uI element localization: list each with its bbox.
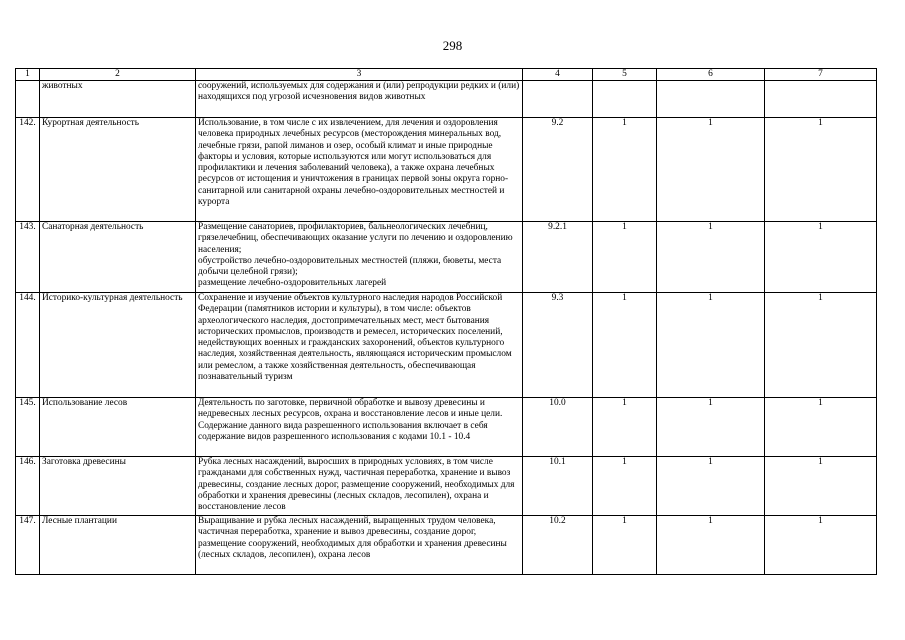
land-use-code: 9.2.1 <box>523 222 593 293</box>
row-number: 147. <box>16 516 40 575</box>
land-use-code: 10.2 <box>523 516 593 575</box>
column-6-value: 1 <box>657 118 765 222</box>
land-use-description: Деятельность по заготовке, первичной обработке и вывозу древесины и недревесных лесных ресурсов, охрана и восстановление лесов и иные цели. Содержание данного вида разрешенного использования включает в себя содержание видов разрешенного использования с кодами 10.1 - 10.4 <box>196 398 523 457</box>
column-6-value: 1 <box>657 516 765 575</box>
table-row <box>16 457 877 516</box>
land-use-code: 9.2 <box>523 118 593 222</box>
header-row <box>16 69 877 81</box>
column-6-value: 1 <box>657 398 765 457</box>
column-header: 6 <box>657 69 765 81</box>
column-7-value: 1 <box>765 457 877 516</box>
column-7-value <box>765 81 877 118</box>
column-7-value: 1 <box>765 398 877 457</box>
land-use-description: Выращивание и рубка лесных насаждений, выращенных трудом человека, частичная переработка, хранение и вывоз древесины, создание дорог, размещение сооружений, необходимых для обработки и хранения древесины (лесных складов, лесопилен), охрана лесов <box>196 516 523 575</box>
row-number: 142. <box>16 118 40 222</box>
table-body <box>16 81 877 575</box>
land-use-description: Рубка лесных насаждений, выросших в природных условиях, в том числе гражданами для собственных нужд, частичная переработка, хранение и вывоз древесины, создание лесных дорог, размещение сооружений, необходимых для обработки и хранения древесины (лесных складов, лесопилен), охрана и восстановление лесов <box>196 457 523 516</box>
column-6-value: 1 <box>657 222 765 293</box>
row-number <box>16 81 40 118</box>
land-use-name: Лесные плантации <box>40 516 196 575</box>
column-header: 7 <box>765 69 877 81</box>
land-use-name: Заготовка древесины <box>40 457 196 516</box>
land-use-description: Размещение санаториев, профилакториев, бальнеологических лечебниц, грязелечебниц, обеспечивающих оказание услуги по лечению и оздоровлению населения; обустройство лечебно-оздоровительных местностей (пляжи, бюветы, места добычи целебной грязи); размещение лечебно-оздоровительных лагерей <box>196 222 523 293</box>
column-header: 4 <box>523 69 593 81</box>
table-row <box>16 222 877 293</box>
table-row <box>16 81 877 118</box>
column-5-value: 1 <box>593 516 657 575</box>
column-7-value: 1 <box>765 118 877 222</box>
land-use-description: Сохранение и изучение объектов культурного наследия народов Российской Федерации (памятников истории и культуры), в том числе: объектов археологического наследия, достопримечательных мест, мест бытования исторических промыслов, производств и ремесел, исторических поселений, недействующих военных и гражданских захоронений, объектов культурного наследия, хозяйственная деятельность, являющаяся историческим промыслом или ремеслом, а также хозяйственная деятельность, обеспечивающая познавательный туризм <box>196 293 523 398</box>
column-header: 3 <box>196 69 523 81</box>
column-6-value: 1 <box>657 457 765 516</box>
table-row <box>16 516 877 575</box>
land-use-name: Санаторная деятельность <box>40 222 196 293</box>
land-use-name: животных <box>40 81 196 118</box>
column-5-value: 1 <box>593 457 657 516</box>
table-row <box>16 398 877 457</box>
table-row <box>16 118 877 222</box>
column-5-value: 1 <box>593 398 657 457</box>
row-number: 145. <box>16 398 40 457</box>
land-use-name: Использование лесов <box>40 398 196 457</box>
column-7-value: 1 <box>765 293 877 398</box>
row-number: 143. <box>16 222 40 293</box>
land-use-code: 10.1 <box>523 457 593 516</box>
land-use-code: 10.0 <box>523 398 593 457</box>
land-use-description: Использование, в том числе с их извлечением, для лечения и оздоровления человека природных лечебных ресурсов (месторождения минеральных вод, лечебные грязи, рапой лиманов и озер, особый климат и иные природные факторы и условия, которые используются или могут использоваться для профилактики и лечения заболеваний человека), а также охрана лечебных ресурсов от истощения и уничтожения в границах первой зоны округа горно-санитарной или санитарной охраны лечебно-оздоровительных местностей и курорта <box>196 118 523 222</box>
land-use-code: 9.3 <box>523 293 593 398</box>
table-row <box>16 293 877 398</box>
land-use-code <box>523 81 593 118</box>
column-6-value <box>657 81 765 118</box>
column-header: 1 <box>16 69 40 81</box>
column-5-value: 1 <box>593 222 657 293</box>
column-header: 2 <box>40 69 196 81</box>
column-7-value: 1 <box>765 516 877 575</box>
column-5-value: 1 <box>593 293 657 398</box>
column-5-value: 1 <box>593 118 657 222</box>
page-number: 298 <box>442 38 463 53</box>
row-number: 144. <box>16 293 40 398</box>
row-number: 146. <box>16 457 40 516</box>
land-use-name: Курортная деятельность <box>40 118 196 222</box>
land-use-table <box>15 68 877 575</box>
land-use-name: Историко-культурная деятельность <box>40 293 196 398</box>
land-use-description: сооружений, используемых для содержания и (или) репродукции редких и (или) находящихся под угрозой исчезновения видов животных <box>196 81 523 118</box>
column-header: 5 <box>593 69 657 81</box>
column-5-value <box>593 81 657 118</box>
column-6-value: 1 <box>657 293 765 398</box>
column-7-value: 1 <box>765 222 877 293</box>
